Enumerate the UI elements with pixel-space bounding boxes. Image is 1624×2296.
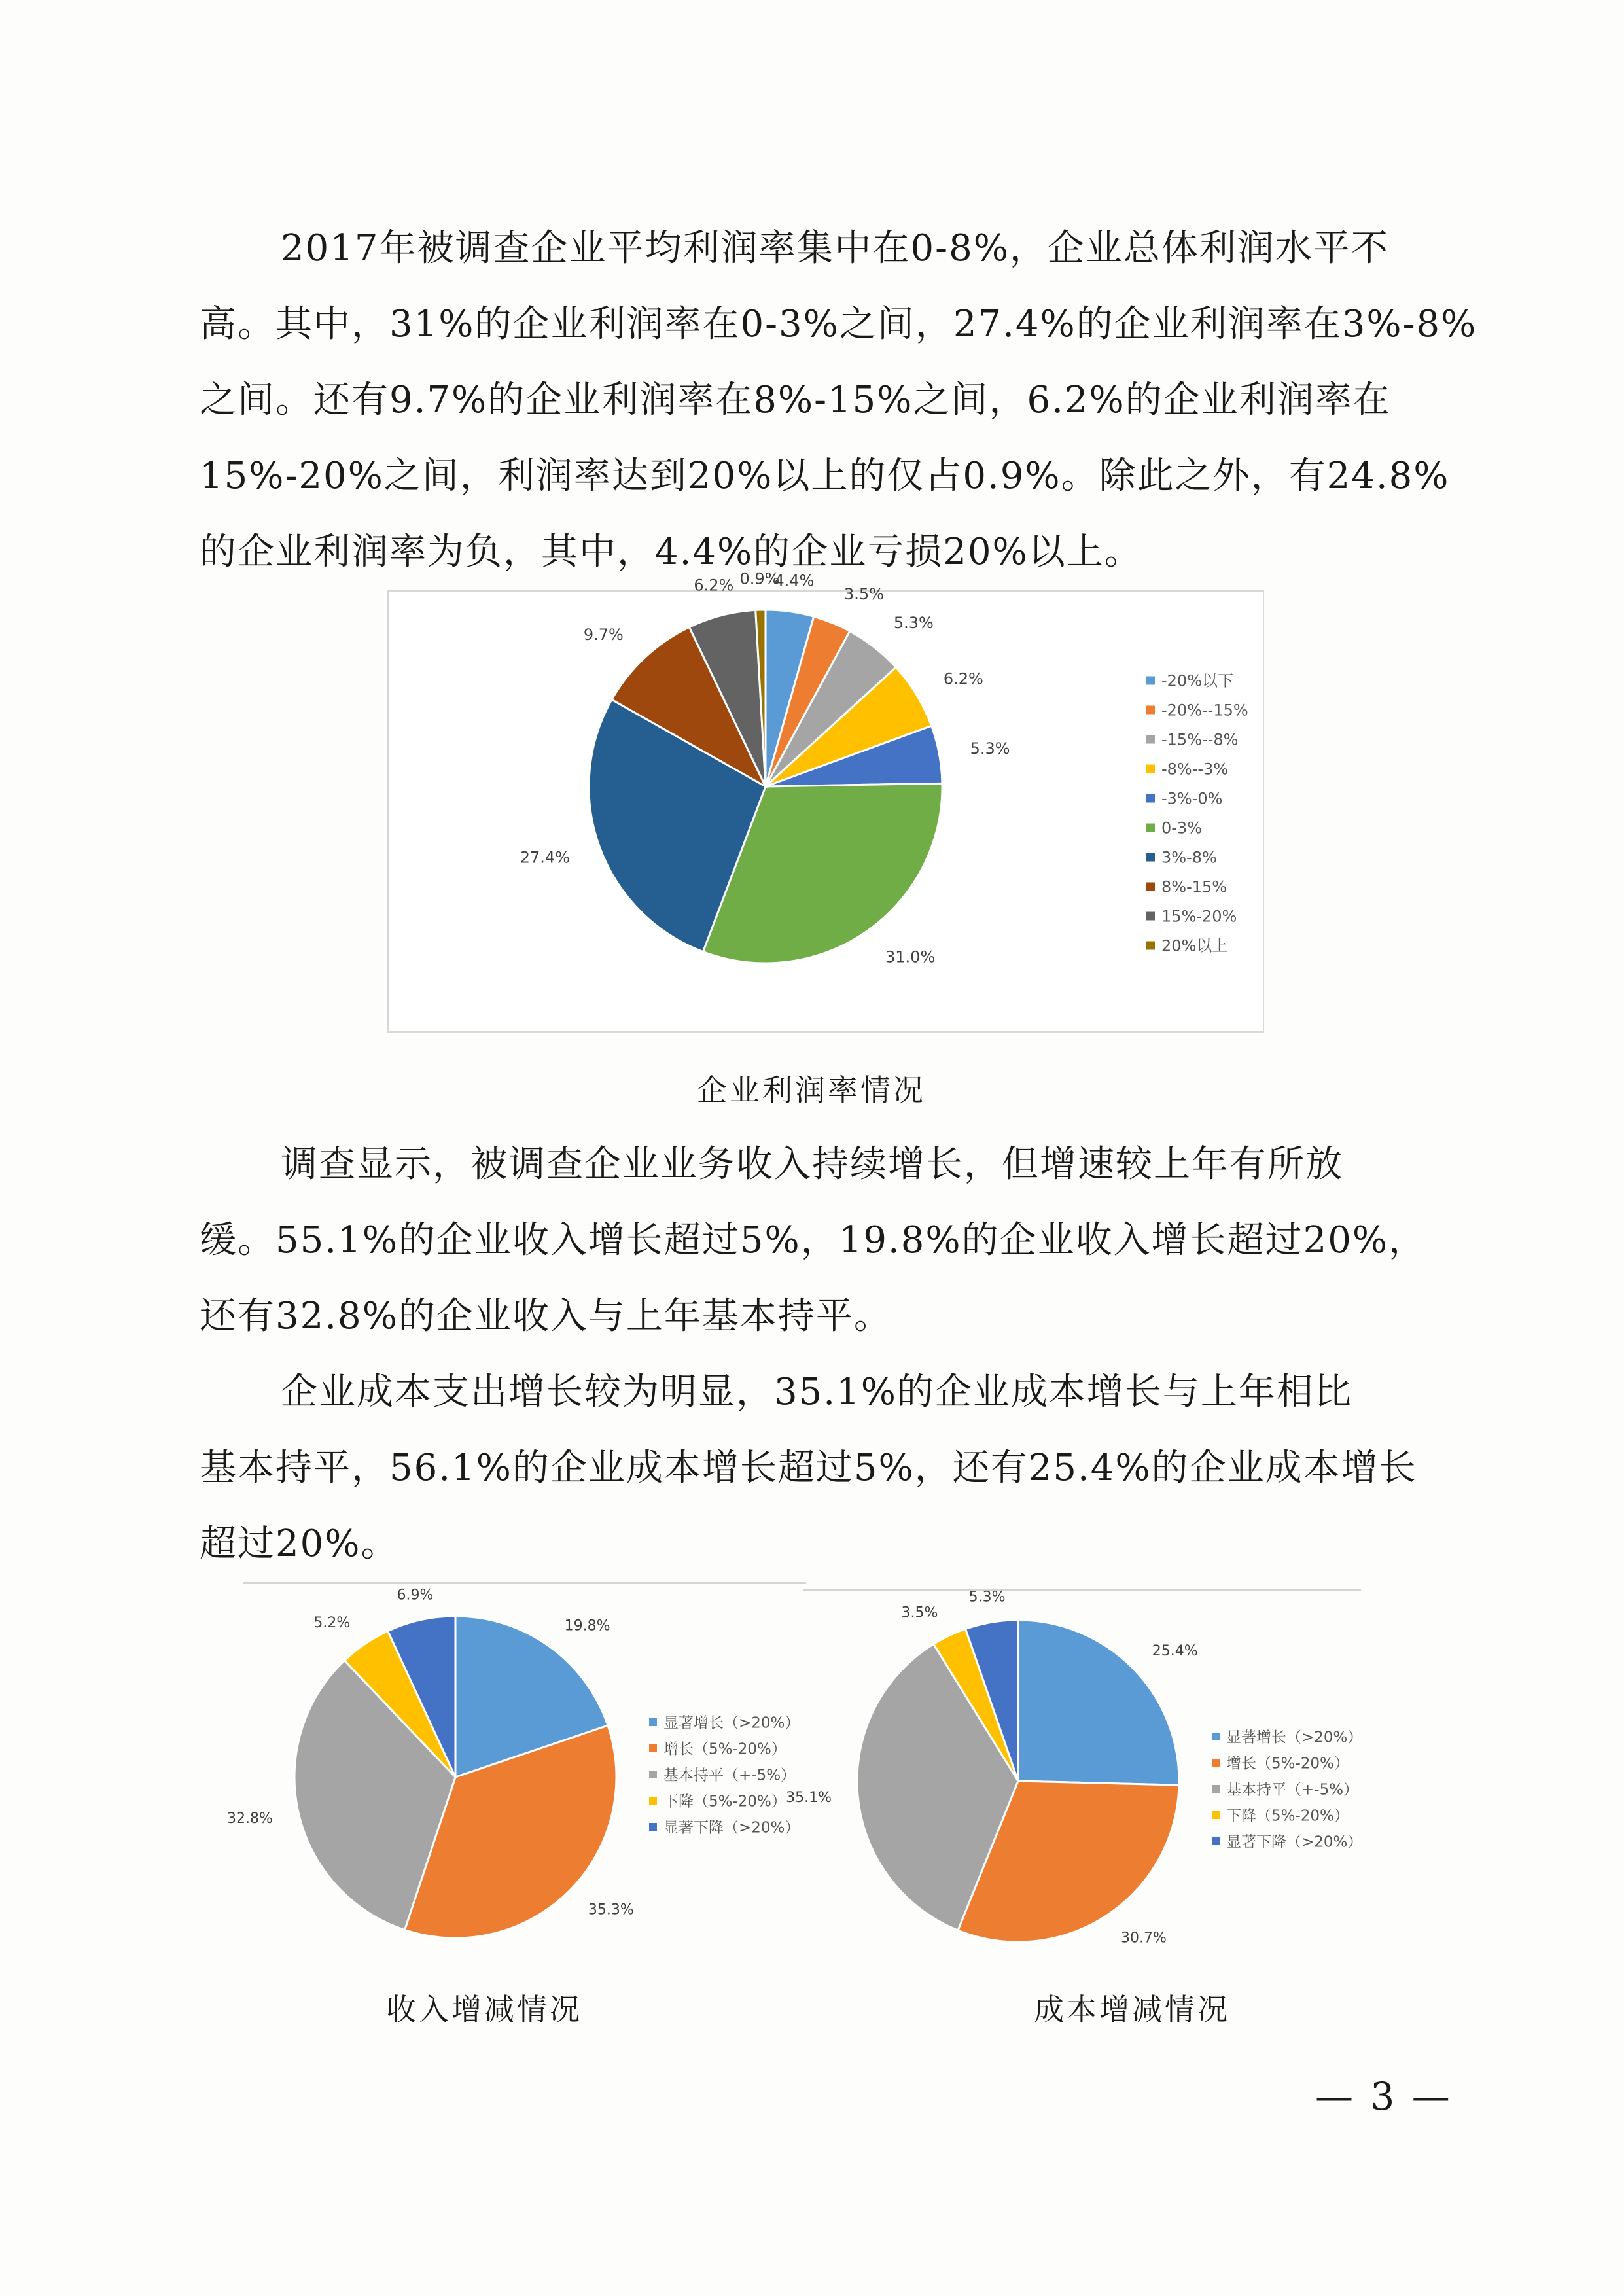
chart-top-rule-left	[243, 1582, 806, 1584]
pie-data-label: 5.3%	[893, 613, 934, 632]
paragraph-line: 2017年被调查企业平均利润率集中在0-8%，企业总体利润水平不	[281, 227, 1389, 270]
legend-swatch	[1146, 735, 1155, 744]
legend-swatch	[1146, 912, 1155, 921]
legend-entry: 增长（5%-20%）	[1226, 1755, 1349, 1773]
legend-swatch	[1146, 677, 1155, 685]
legend-entry: 下降（5%-20%）	[663, 1793, 786, 1810]
pie-data-label: 9.7%	[583, 626, 624, 645]
paragraph-line: 还有32.8%的企业收入与上年基本持平。	[200, 1295, 892, 1337]
chart-top-rule-right	[803, 1589, 1361, 1591]
paragraph-line: 高。其中，31%的企业利润率在0-3%之间，27.4%的企业利润率在3%-8%	[200, 303, 1477, 345]
legend-swatch	[1212, 1837, 1220, 1845]
legend-swatch	[1212, 1811, 1220, 1819]
legend-entry: 显著增长（>20%）	[663, 1714, 800, 1732]
pie-data-label: 0.9%	[739, 569, 780, 588]
paragraph-line: 企业成本支出增长较为明显，35.1%的企业成本增长与上年相比	[281, 1371, 1352, 1413]
legend-swatch	[1146, 794, 1155, 803]
pie-data-label: 35.3%	[588, 1901, 634, 1918]
page-number: — 3 —	[1315, 2074, 1453, 2119]
pie-data-label: 19.8%	[564, 1617, 610, 1634]
legend-entry: -20%以下	[1161, 671, 1234, 690]
legend-entry: 增长（5%-20%）	[663, 1740, 786, 1758]
pie-data-label: 35.1%	[786, 1789, 832, 1806]
caption-income-change: 收入增减情况	[386, 1992, 582, 2027]
legend-swatch	[1146, 706, 1155, 715]
legend-swatch	[1212, 1733, 1220, 1740]
legend-entry: 15%-20%	[1161, 907, 1237, 926]
pie-data-label: 6.2%	[943, 669, 983, 688]
pie-data-label: 3.5%	[901, 1604, 938, 1621]
legend-entry: -8%--3%	[1161, 760, 1229, 779]
pie-data-label: 25.4%	[1152, 1643, 1198, 1660]
pie-data-label: 5.2%	[313, 1615, 351, 1632]
pie-data-label: 3.5%	[843, 584, 884, 603]
paragraph-profit-summary	[200, 211, 1477, 590]
legend-swatch	[1146, 824, 1155, 832]
cost-change-pie-chart	[786, 1589, 1387, 1976]
pie-data-label: 6.2%	[694, 576, 734, 595]
profit-rate-chart-frame	[387, 569, 1264, 1033]
paragraph-line: 缓。55.1%的企业收入增长超过5%，19.8%的企业收入增长超过20%，	[200, 1219, 1427, 1262]
pie-data-label: 5.3%	[968, 1589, 1006, 1606]
paragraph-line: 超过20%。	[200, 1523, 399, 1565]
legend-entry: -20%--15%	[1161, 701, 1248, 720]
pie-data-label: 27.4%	[520, 848, 571, 867]
caption-cost-change: 成本增减情况	[1034, 1992, 1230, 2027]
legend-entry: 0-3%	[1161, 819, 1203, 838]
legend-entry: 显著下降（>20%）	[1226, 1833, 1363, 1851]
paragraph-line: 的企业利润率为负，其中，4.4%的企业亏损20%以上。	[200, 531, 1142, 573]
legend-swatch	[1146, 883, 1155, 891]
pie-data-label: 31.0%	[885, 947, 936, 966]
pie-data-label: 6.9%	[397, 1587, 434, 1604]
legend-entry: 基本持平（+-5%）	[1226, 1781, 1359, 1799]
legend-entry: 显著下降（>20%）	[663, 1819, 800, 1837]
paragraph-line: 基本持平，56.1%的企业成本增长超过5%，还有25.4%的企业成本增长	[200, 1447, 1417, 1489]
paragraph-line: 15%-20%之间，利润率达到20%以上的仅占0.9%。除此之外，有24.8%	[200, 455, 1450, 497]
legend-swatch	[649, 1771, 657, 1778]
paragraph-line: 之间。还有9.7%的企业利润率在8%-15%之间，6.2%的企业利润率在	[200, 379, 1391, 421]
paragraph-cost	[200, 1354, 1443, 1582]
legend-entry: 3%-8%	[1161, 848, 1217, 867]
legend-entry: 基本持平（+-5%）	[663, 1767, 796, 1784]
paragraph-income	[200, 1127, 1443, 1354]
legend-entry: -15%--8%	[1161, 730, 1239, 749]
legend-swatch	[1146, 765, 1155, 773]
legend-entry: 8%-15%	[1161, 877, 1227, 896]
legend-entry: -3%-0%	[1161, 789, 1223, 808]
legend-swatch	[1212, 1759, 1220, 1767]
legend-entry: 20%以上	[1161, 936, 1228, 955]
legend-swatch	[649, 1718, 657, 1726]
legend-entry: 下降（5%-20%）	[1226, 1807, 1349, 1825]
pie-data-label: 4.4%	[774, 571, 815, 590]
legend-entry: 显著增长（>20%）	[1226, 1729, 1363, 1746]
legend-swatch	[1146, 942, 1155, 950]
legend-swatch	[649, 1744, 657, 1752]
legend-swatch	[649, 1823, 657, 1831]
pie-data-label: 32.8%	[226, 1810, 273, 1828]
profit-rate-pie-chart	[389, 569, 1263, 1031]
legend-swatch	[1146, 853, 1155, 862]
caption-profit-rate: 企业利润率情况	[697, 1072, 926, 1108]
pie-data-label: 30.7%	[1121, 1930, 1167, 1947]
paragraph-line: 调查显示，被调查企业业务收入持续增长，但增速较上年有所放	[281, 1143, 1343, 1186]
income-change-pie-chart	[226, 1587, 824, 1969]
pie-data-label: 5.3%	[970, 739, 1010, 758]
legend-swatch	[649, 1797, 657, 1805]
legend-swatch	[1212, 1785, 1220, 1793]
